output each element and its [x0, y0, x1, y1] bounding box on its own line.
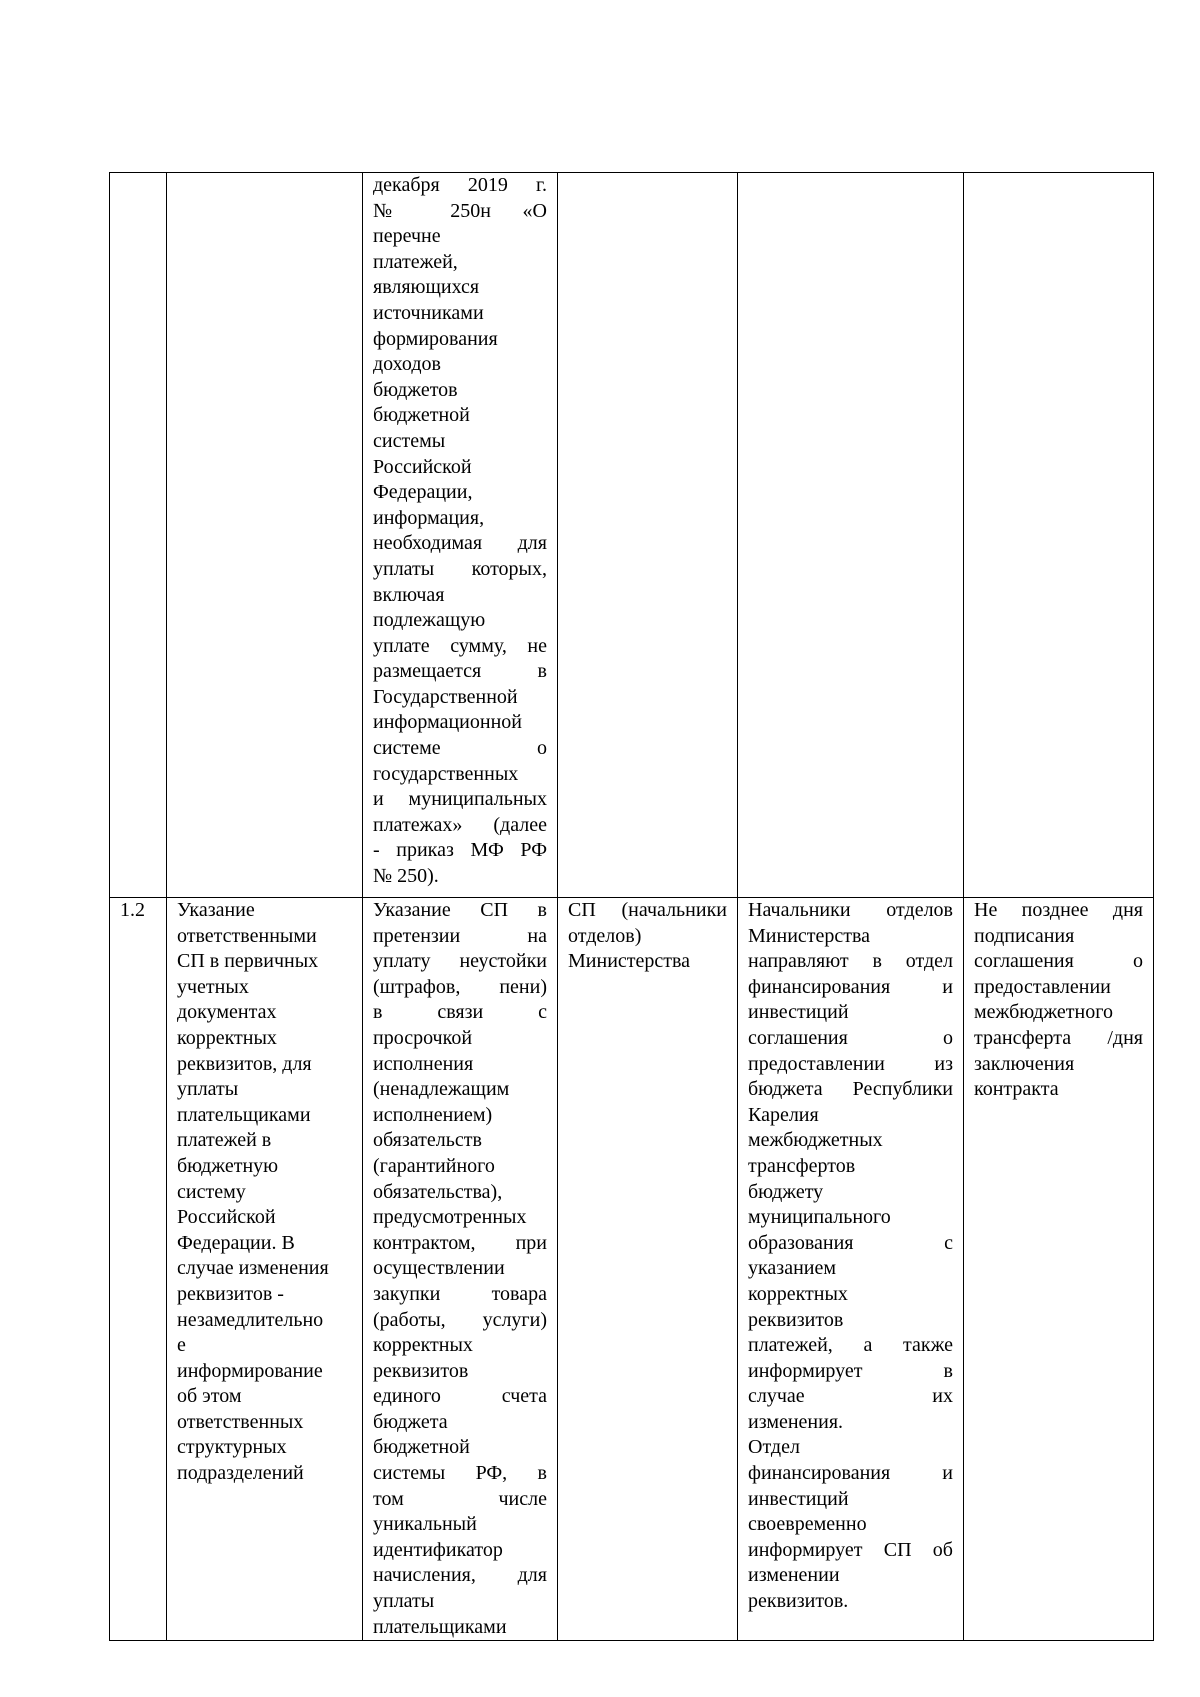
cell-line: заключения [974, 1052, 1075, 1075]
cell-line: отделов) [568, 924, 642, 947]
cell-line: предоставлении [974, 975, 1111, 998]
cell-line: (работы, услуги) [373, 1308, 547, 1331]
deadline-cell [964, 898, 1154, 1641]
cell-line: обязательств [373, 1129, 482, 1152]
cell-line: претензии на [373, 924, 547, 947]
cell-line: идентификатор [373, 1538, 503, 1561]
cell-line: учетных [177, 975, 249, 998]
cell-line: Указание СП в [373, 899, 547, 921]
cell-line: случае изменения [177, 1257, 329, 1280]
cell-line: Министерства [748, 924, 871, 947]
cell-line: е [177, 1334, 186, 1357]
cell-line: ответственных [177, 1410, 304, 1433]
cell-line: реквизитов. [748, 1590, 849, 1613]
cell-line: плательщиками [177, 1103, 311, 1126]
cell-line: Федерации. В [177, 1231, 295, 1254]
cell-line: обязательства), [373, 1180, 503, 1203]
cell-line: незамедлительно [177, 1308, 324, 1331]
cell-line: образования с [748, 1231, 953, 1254]
cell-line: об этом [177, 1385, 242, 1408]
cell-line: межбюджетных [748, 1129, 883, 1152]
cell-line: платежей в [177, 1129, 272, 1152]
cell-line: начисления, для [373, 1564, 547, 1587]
cell-line: реквизитов [748, 1308, 844, 1331]
cell-line: межбюджетного [974, 1001, 1113, 1024]
cell-line: Федерации, [373, 481, 473, 504]
cell-line: Отдел [748, 1436, 800, 1459]
cell-line: источниками [373, 301, 484, 324]
cell-line: уплате сумму, не [373, 634, 547, 657]
cell-line: уплаты которых, [373, 557, 547, 580]
cell-line: декабря 2019 г. [373, 174, 547, 196]
cell-line: финансирования и [748, 975, 953, 998]
cell-line: направляют в отдел [748, 950, 953, 973]
cell-line: Министерства [568, 950, 691, 973]
cell-line: доходов [373, 353, 441, 376]
cell-line: бюджету [748, 1180, 824, 1203]
cell-line: документах [177, 1001, 277, 1024]
cell-line: и муниципальных [373, 788, 547, 811]
cell-line: просрочкой [373, 1026, 473, 1049]
cell-line: осуществлении [373, 1257, 505, 1280]
cell-line: информационной [373, 711, 522, 734]
deadline-cell [964, 173, 1154, 898]
cell-line: структурных [177, 1436, 287, 1459]
cell-line: контрактом, при [373, 1231, 547, 1254]
measure-name-cell [167, 898, 363, 1641]
cell-line: контракта [974, 1078, 1059, 1101]
cell-line: системы РФ, в [373, 1462, 547, 1485]
cell-line: уплату неустойки [373, 950, 547, 973]
cell-line: бюджета [373, 1410, 448, 1433]
cell-line: уплаты [373, 1590, 435, 1613]
cell-line: соглашения о [974, 950, 1143, 973]
cell-line: (штрафов, пени) [373, 975, 547, 998]
cell-line: изменении [748, 1564, 840, 1587]
cell-line: корректных [373, 1334, 473, 1357]
cell-line: трансферта /дня [974, 1026, 1143, 1049]
document-table [109, 172, 1154, 1641]
cell-line: Указание [177, 899, 255, 921]
cell-line: платежей, [373, 250, 458, 273]
row-number: 1.2 [120, 899, 145, 921]
cell-line: своевременно [748, 1513, 867, 1536]
cell-line: платежей, а также [748, 1334, 953, 1357]
actions-cell [738, 898, 964, 1641]
cell-line: СП в первичных [177, 950, 319, 973]
row-number-cell [110, 898, 167, 1641]
cell-line: случае их [748, 1385, 953, 1408]
cell-line: уникальный [373, 1513, 477, 1536]
cell-line: реквизитов [373, 1359, 469, 1382]
cell-line: информация, [373, 506, 485, 529]
cell-line: исполнением) [373, 1103, 493, 1126]
cell-line: реквизитов, для [177, 1052, 312, 1075]
cell-line: в связи с [373, 1001, 547, 1024]
cell-line: реквизитов - [177, 1282, 284, 1305]
actions-cell [738, 173, 964, 898]
cell-line: Не позднее дня [974, 899, 1143, 921]
cell-line: информирование [177, 1359, 323, 1382]
cell-line: Государственной [373, 685, 518, 708]
cell-line: бюджетной [373, 404, 470, 427]
cell-line: платежах» (далее [373, 813, 547, 836]
cell-line: включая [373, 583, 445, 606]
row-number-cell [110, 173, 167, 898]
responsible-cell [558, 898, 738, 1641]
cell-line: систему [177, 1180, 246, 1203]
cell-line: № 250). [373, 865, 439, 888]
cell-line: том числе [373, 1487, 547, 1510]
cell-line: подлежащую [373, 609, 486, 632]
cell-line: единого счета [373, 1385, 547, 1408]
cell-line: муниципального [748, 1206, 891, 1229]
cell-line: СП (начальники [568, 899, 727, 921]
cell-line: № 250н «О [373, 199, 547, 222]
cell-line: ответственными [177, 924, 317, 947]
cell-line: (гарантийного [373, 1154, 495, 1177]
cell-line: необходимая для [373, 532, 547, 555]
cell-line: подразделений [177, 1462, 304, 1485]
cell-line: (ненадлежащим [373, 1078, 510, 1101]
cell-line: информирует СП об [748, 1538, 953, 1561]
cell-line: системы [373, 429, 446, 452]
content-cell [363, 173, 558, 898]
cell-line: исполнения [373, 1052, 474, 1075]
cell-line: бюджетную [177, 1154, 279, 1177]
cell-line: информирует в [748, 1359, 953, 1382]
table-row [110, 898, 1154, 1641]
cell-line: трансфертов [748, 1154, 856, 1177]
cell-line: формирования [373, 327, 498, 350]
measure-name-cell [167, 173, 363, 898]
cell-line: изменения. [748, 1410, 844, 1433]
cell-line: перечне [373, 225, 441, 248]
cell-line: корректных [748, 1282, 848, 1305]
cell-line: плательщиками [373, 1615, 507, 1638]
cell-line: предусмотренных [373, 1206, 527, 1229]
cell-line: инвестиций [748, 1487, 849, 1510]
cell-line: финансирования и [748, 1462, 953, 1485]
cell-line: Карелия [748, 1103, 819, 1126]
cell-line: подписания [974, 924, 1075, 947]
cell-line: Начальники отделов [748, 899, 953, 921]
cell-line: соглашения о [748, 1026, 953, 1049]
cell-line: указанием [748, 1257, 837, 1280]
cell-line: бюджета Республики [748, 1078, 953, 1101]
cell-line: Российской [373, 455, 472, 478]
cell-line: системе о [373, 737, 547, 760]
cell-line: предоставлении из [748, 1052, 953, 1075]
cell-line: являющихся [373, 276, 480, 299]
cell-line: инвестиций [748, 1001, 849, 1024]
cell-line: государственных [373, 762, 519, 785]
responsible-cell [558, 173, 738, 898]
cell-line: Российской [177, 1206, 276, 1229]
cell-line: уплаты [177, 1078, 239, 1101]
cell-line: бюджетной [373, 1436, 470, 1459]
content-cell [363, 898, 558, 1641]
cell-line: размещается в [373, 660, 547, 683]
cell-line: корректных [177, 1026, 277, 1049]
cell-line: бюджетов [373, 378, 458, 401]
cell-line: - приказ МФ РФ [373, 839, 547, 862]
cell-line: закупки товара [373, 1282, 547, 1305]
table-row [110, 173, 1154, 898]
